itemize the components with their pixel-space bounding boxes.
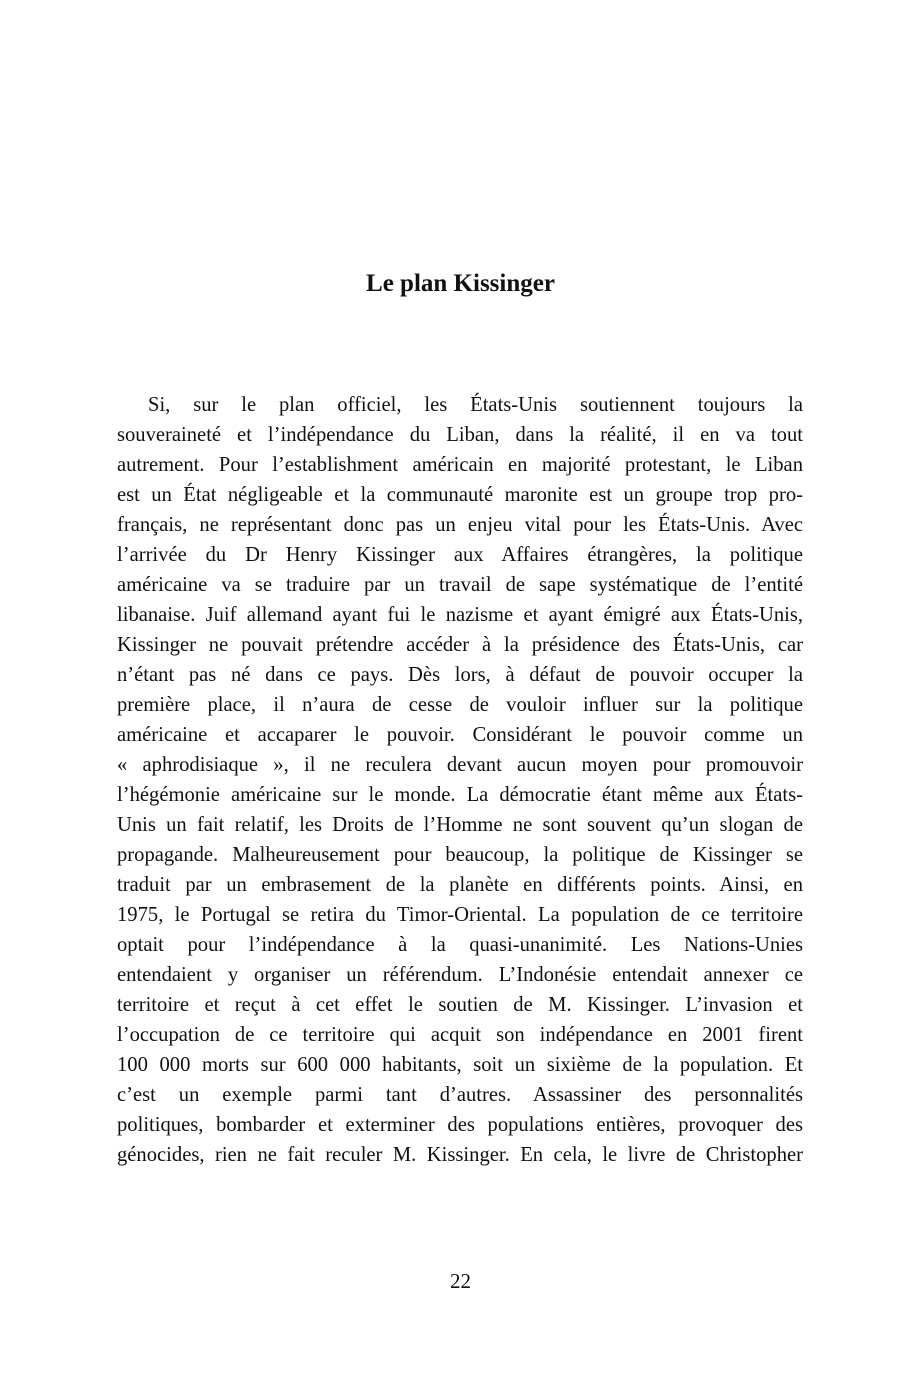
body-paragraph (117, 390, 803, 1170)
text-line: première place, il n’aura de cesse de vouloir influer sur la politique (117, 694, 803, 716)
text-line: Si, sur le plan officiel, les États-Unis soutiennent toujours la (148, 394, 803, 416)
text-line: Unis un fait relatif, les Droits de l’Homme ne sont souvent qu’un slogan de (117, 814, 803, 836)
text-line: américaine et accaparer le pouvoir. Considérant le pouvoir comme un (117, 724, 803, 746)
text-line: traduit par un embrasement de la planète en différents points. Ainsi, en (117, 874, 803, 896)
text-line: politiques, bombarder et exterminer des populations entières, provoquer des (117, 1114, 803, 1136)
text-line: génocides, rien ne fait reculer M. Kissinger. En cela, le livre de Christopher (117, 1144, 803, 1166)
text-line: propagande. Malheureusement pour beaucoup, la politique de Kissinger se (117, 844, 803, 866)
text-line: 100 000 morts sur 600 000 habitants, soit un sixième de la population. Et (117, 1054, 803, 1076)
text-line: « aphrodisiaque », il ne reculera devant aucun moyen pour promouvoir (117, 754, 803, 776)
text-line: l’hégémonie américaine sur le monde. La démocratie étant même aux États- (117, 784, 803, 806)
text-line: français, ne représentant donc pas un enjeu vital pour les États-Unis. Avec (117, 514, 803, 536)
text-line: est un État négligeable et la communauté maronite est un groupe trop pro- (117, 484, 803, 506)
text-line: autrement. Pour l’establishment américain en majorité protestant, le Liban (117, 454, 803, 476)
text-line: entendaient y organiser un référendum. L’Indonésie entendait annexer ce (117, 964, 803, 986)
text-line: n’étant pas né dans ce pays. Dès lors, à défaut de pouvoir occuper la (117, 664, 803, 686)
text-line: optait pour l’indépendance à la quasi-unanimité. Les Nations-Unies (117, 934, 803, 956)
text-line: 1975, le Portugal se retira du Timor-Oriental. La population de ce territoire (117, 904, 803, 926)
text-line: l’arrivée du Dr Henry Kissinger aux Affaires étrangères, la politique (117, 544, 803, 566)
chapter-title: Le plan Kissinger (366, 270, 555, 297)
text-line: l’occupation de ce territoire qui acquit son indépendance en 2001 firent (117, 1024, 803, 1046)
text-line: c’est un exemple parmi tant d’autres. Assassiner des personnalités (117, 1084, 803, 1106)
text-line: territoire et reçut à cet effet le soutien de M. Kissinger. L’invasion et (117, 994, 803, 1016)
text-line: libanaise. Juif allemand ayant fui le nazisme et ayant émigré aux États-Unis, (117, 604, 803, 626)
text-line: souveraineté et l’indépendance du Liban, dans la réalité, il en va tout (117, 424, 803, 446)
text-line: américaine va se traduire par un travail de sape systématique de l’entité (117, 574, 803, 596)
page-number: 22 (450, 1269, 471, 1293)
text-line: Kissinger ne pouvait prétendre accéder à la présidence des États-Unis, car (117, 634, 803, 656)
